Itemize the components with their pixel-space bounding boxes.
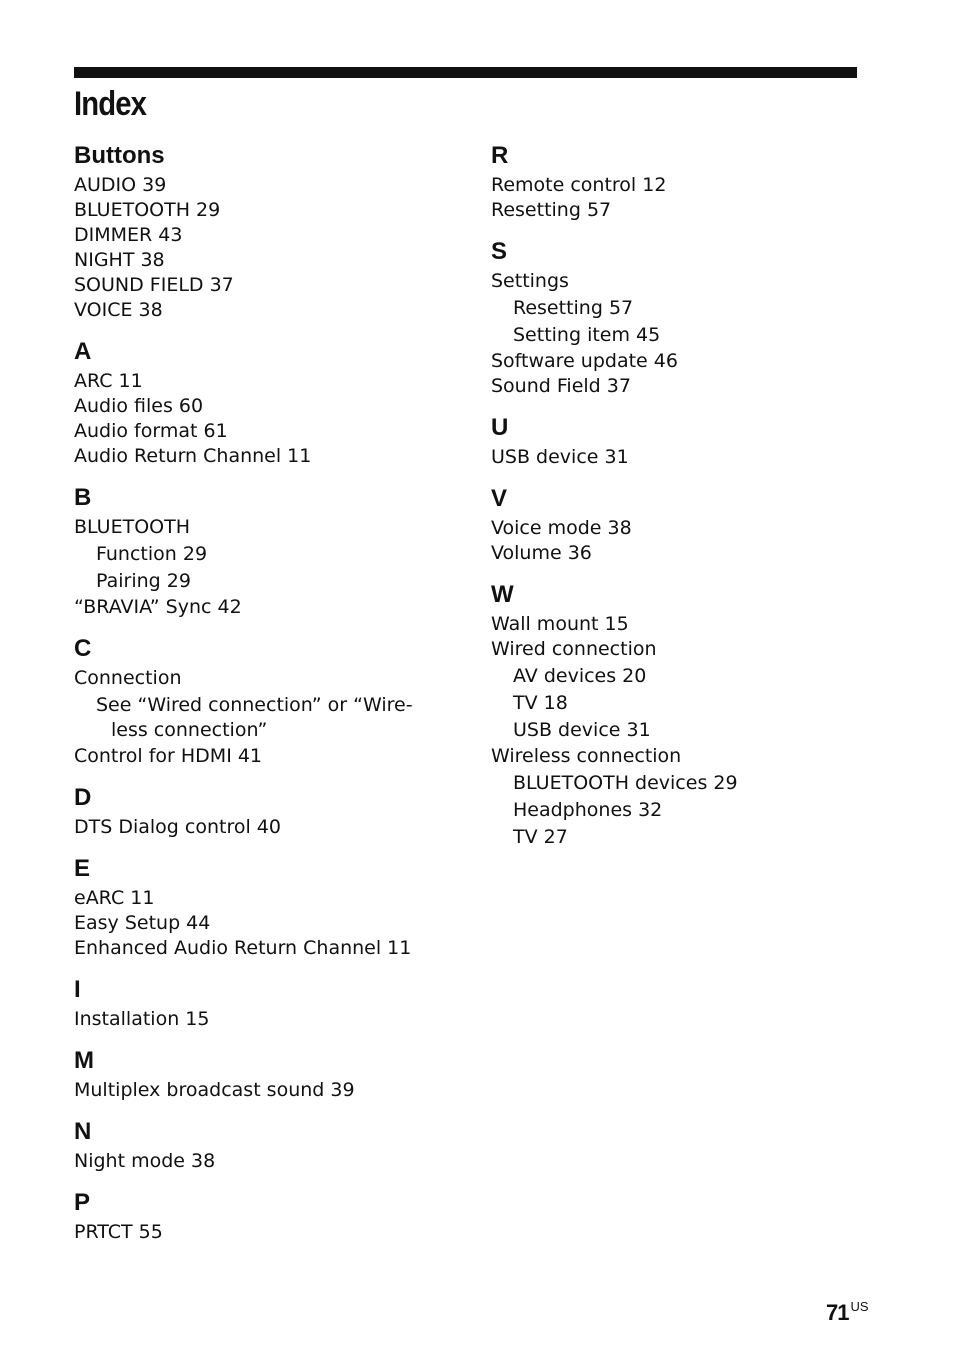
index-entry: Audio Return Channel 11 (74, 445, 312, 467)
section-heading: U (491, 414, 509, 441)
section-heading: R (491, 142, 509, 169)
index-entry: Installation 15 (74, 1008, 210, 1030)
section-heading: Buttons (74, 142, 165, 169)
index-entry: Connection (74, 667, 182, 689)
page-number (826, 1293, 869, 1327)
index-column-right (491, 141, 891, 864)
index-subentry (74, 693, 426, 743)
index-section (491, 484, 891, 566)
index-entry: PRTCT 55 (74, 1221, 163, 1243)
index-entry: Easy Setup 44 (74, 912, 211, 934)
entry-text: See “Wired connection” or “Wire- (96, 694, 413, 716)
index-subentry: USB device 31 (513, 719, 651, 741)
index-entry: Enhanced Audio Return Channel 11 (74, 937, 412, 959)
index-subentry: Headphones 32 (513, 799, 663, 821)
section-heading: A (74, 338, 92, 365)
index-subentry: Resetting 57 (513, 297, 634, 319)
index-entry: Remote control 12 (491, 174, 667, 196)
index-section (491, 141, 891, 223)
index-entry: “BRAVIA” Sync 42 (74, 596, 242, 618)
index-subentry: Setting item 45 (513, 324, 661, 346)
index-section (74, 141, 474, 323)
section-heading: C (74, 635, 92, 662)
section-heading: W (491, 581, 514, 608)
section-heading: B (74, 484, 92, 511)
index-section (74, 483, 474, 620)
index-entry: Volume 36 (491, 542, 592, 564)
index-section (491, 580, 891, 850)
index-column-left (74, 141, 474, 1259)
index-section (491, 237, 891, 399)
index-entry: BLUETOOTH (74, 516, 190, 538)
index-entry: Control for HDMI 41 (74, 745, 263, 767)
index-entry: NIGHT 38 (74, 249, 165, 271)
index-entry: Audio files 60 (74, 395, 204, 417)
section-heading: M (74, 1047, 94, 1074)
index-subentry: BLUETOOTH devices 29 (513, 772, 738, 794)
index-entry: Multiplex broadcast sound 39 (74, 1079, 355, 1101)
index-section (74, 975, 474, 1032)
page-region: US (850, 1299, 869, 1314)
index-entry: Wired connection (491, 638, 657, 660)
index-section (74, 634, 474, 769)
section-heading: S (491, 238, 508, 265)
index-entry: Wireless connection (491, 745, 682, 767)
section-heading: V (491, 485, 508, 512)
index-section (74, 854, 474, 961)
section-heading: E (74, 855, 91, 882)
index-entry: eARC 11 (74, 887, 155, 909)
index-section (491, 413, 891, 470)
index-entry: Software update 46 (491, 350, 678, 372)
index-subentry: TV 27 (513, 826, 568, 848)
entry-continuation: less connection” (111, 719, 268, 741)
index-entry: Voice mode 38 (491, 517, 632, 539)
index-entry: DTS Dialog control 40 (74, 816, 281, 838)
index-subentry: Function 29 (96, 543, 208, 565)
index-entry: USB device 31 (491, 446, 629, 468)
section-heading: D (74, 784, 92, 811)
index-subentry: TV 18 (513, 692, 568, 714)
index-entry: Settings (491, 270, 569, 292)
index-entry: Wall mount 15 (491, 613, 629, 635)
section-heading: I (74, 976, 81, 1003)
index-entry: Sound Field 37 (491, 375, 631, 397)
index-entry: SOUND FIELD 37 (74, 274, 234, 296)
index-entry: ARC 11 (74, 370, 143, 392)
top-rule (74, 67, 857, 78)
page-number-value: 71 (826, 1300, 849, 1325)
section-heading: N (74, 1118, 92, 1145)
index-subentry: AV devices 20 (513, 665, 647, 687)
index-section (74, 783, 474, 840)
page-title: Index (74, 85, 147, 123)
index-entry: Night mode 38 (74, 1150, 216, 1172)
index-section (74, 1188, 474, 1245)
section-heading: P (74, 1189, 91, 1216)
index-entry: DIMMER 43 (74, 224, 183, 246)
index-entry: Audio format 61 (74, 420, 228, 442)
index-section (74, 337, 474, 469)
index-entry: AUDIO 39 (74, 174, 167, 196)
index-entry: VOICE 38 (74, 299, 163, 321)
index-section (74, 1046, 474, 1103)
index-section (74, 1117, 474, 1174)
index-entry: BLUETOOTH 29 (74, 199, 221, 221)
index-entry: Resetting 57 (491, 199, 612, 221)
index-subentry: Pairing 29 (96, 570, 191, 592)
